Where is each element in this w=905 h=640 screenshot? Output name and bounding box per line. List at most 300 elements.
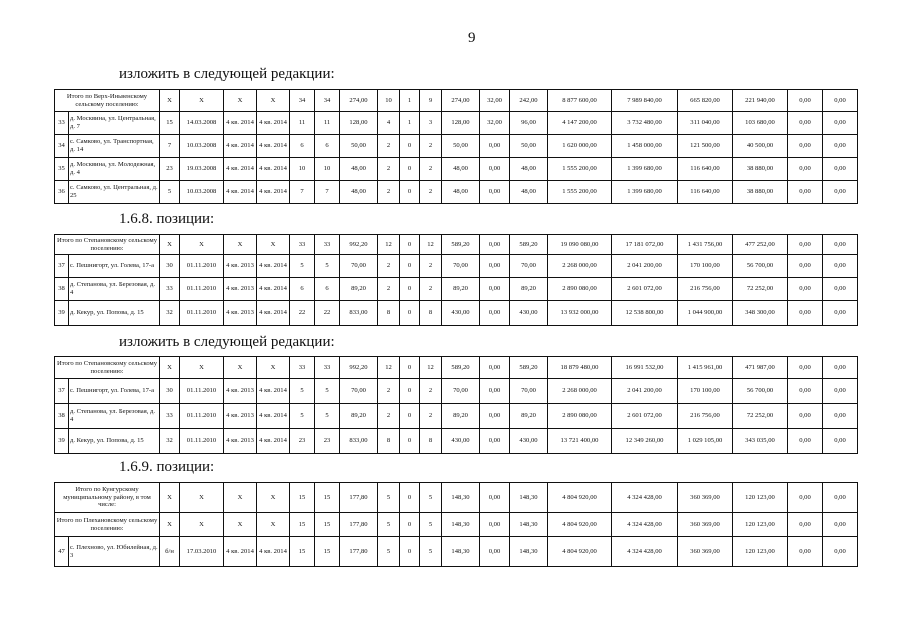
table-cell: 4 кв. 2014 — [224, 181, 257, 204]
table-cell: 1 555 200,00 — [548, 181, 612, 204]
table-cell: 01.11.2010 — [180, 404, 224, 429]
table-cell: 2 — [420, 278, 442, 301]
table-cell: 32 — [160, 429, 180, 454]
table-cell: 148,30 — [510, 483, 548, 513]
table-cell: 0,00 — [823, 112, 858, 135]
table-cell: 4 804 920,00 — [548, 513, 612, 537]
table-cell: 30 — [160, 255, 180, 278]
table-row — [55, 255, 858, 278]
table-cell: 3 732 480,00 — [612, 112, 678, 135]
table-cell: 4 кв. 2014 — [257, 537, 290, 567]
table-cell: 40 500,00 — [733, 135, 788, 158]
table-cell: 12 349 260,00 — [612, 429, 678, 454]
table-cell: 430,00 — [442, 429, 480, 454]
table-cell: 274,00 — [340, 90, 378, 112]
table-cell: X — [224, 235, 257, 255]
table-cell: 12 — [378, 235, 400, 255]
table-cell: X — [224, 483, 257, 513]
section-heading: изложить в следующей редакции: — [119, 334, 335, 350]
table-cell: 72 252,00 — [733, 404, 788, 429]
table-cell: 32 — [160, 301, 180, 326]
table-cell: 0,00 — [823, 235, 858, 255]
table-cell: 10.03.2008 — [180, 135, 224, 158]
table-cell: 7 — [290, 181, 315, 204]
table-row — [55, 181, 858, 204]
table-cell: 120 123,00 — [733, 537, 788, 567]
table-row — [55, 112, 858, 135]
table-cell: 19 090 080,00 — [548, 235, 612, 255]
table-cell: 70,00 — [442, 255, 480, 278]
table-cell: 0,00 — [480, 429, 510, 454]
table-cell: 1 620 000,00 — [548, 135, 612, 158]
table-cell: 360 369,00 — [678, 537, 733, 567]
table-cell: 0 — [400, 404, 420, 429]
table-cell: 1 415 961,00 — [678, 357, 733, 379]
table-cell: 0 — [400, 379, 420, 404]
table-cell: 2 041 200,00 — [612, 255, 678, 278]
table-cell: 2 — [420, 158, 442, 181]
table-cell: 15 — [160, 112, 180, 135]
table-cell: 120 123,00 — [733, 483, 788, 513]
table-row — [55, 513, 858, 537]
table-cell: 4 кв. 2014 — [257, 404, 290, 429]
table-cell: 0,00 — [788, 278, 823, 301]
table-cell: X — [257, 235, 290, 255]
table-cell: 0,00 — [823, 301, 858, 326]
row-number: 37 — [55, 255, 69, 278]
table-cell: X — [257, 357, 290, 379]
table-cell: 6 — [290, 278, 315, 301]
table-cell: 0,00 — [788, 483, 823, 513]
table-cell: 0 — [400, 235, 420, 255]
table-cell: 148,30 — [442, 483, 480, 513]
table-cell: 0,00 — [823, 404, 858, 429]
table-cell: 72 252,00 — [733, 278, 788, 301]
table-cell: 2 — [420, 255, 442, 278]
table-cell: 1 — [400, 90, 420, 112]
table-cell: 0,00 — [788, 181, 823, 204]
table-cell: 1 555 200,00 — [548, 158, 612, 181]
table-cell: 4 кв. 2013 — [224, 278, 257, 301]
table-cell: 3 — [420, 112, 442, 135]
table-cell: 2 — [420, 135, 442, 158]
table-cell: 5 — [378, 537, 400, 567]
table-cell: 89,20 — [340, 404, 378, 429]
row-number: 39 — [55, 301, 69, 326]
table-cell: 5 — [378, 483, 400, 513]
table-cell: 2 — [378, 181, 400, 204]
table-cell: 4 147 200,00 — [548, 112, 612, 135]
housing-table — [54, 482, 858, 567]
table-cell: 0,00 — [823, 357, 858, 379]
table-cell: 0,00 — [788, 90, 823, 112]
table-cell: 4 кв. 2014 — [257, 135, 290, 158]
table-cell: 48,00 — [510, 158, 548, 181]
table-cell: 0,00 — [823, 90, 858, 112]
table-row — [55, 235, 858, 255]
table-row — [55, 379, 858, 404]
table-cell: 665 820,00 — [678, 90, 733, 112]
table-cell: 4 — [378, 112, 400, 135]
row-number: 39 — [55, 429, 69, 454]
page-number: 9 — [468, 30, 476, 46]
table-row — [55, 90, 858, 112]
table-cell: 10.03.2008 — [180, 181, 224, 204]
table-cell: X — [180, 235, 224, 255]
row-number: 47 — [55, 537, 69, 567]
table-cell: 9 — [420, 90, 442, 112]
table-cell: 116 640,00 — [678, 158, 733, 181]
table-cell: 89,20 — [510, 278, 548, 301]
table-cell: 12 — [420, 235, 442, 255]
table-cell: 5 — [378, 513, 400, 537]
table-cell: 0 — [400, 158, 420, 181]
row-number: 35 — [55, 158, 69, 181]
table-cell: 89,20 — [340, 278, 378, 301]
table-cell: 4 кв. 2013 — [224, 404, 257, 429]
table-cell: 0,00 — [480, 235, 510, 255]
table-cell: 2 — [378, 278, 400, 301]
table-cell: 216 756,00 — [678, 278, 733, 301]
address-cell: с. Самково, ул. Центральная, д. 25 — [69, 181, 160, 204]
table-cell: 242,00 — [510, 90, 548, 112]
table-cell: 0 — [400, 537, 420, 567]
table-cell: 2 — [378, 379, 400, 404]
table-cell: 0,00 — [480, 301, 510, 326]
table-cell: 2 — [420, 404, 442, 429]
section-heading: изложить в следующей редакции: — [119, 66, 335, 82]
table-cell: 216 756,00 — [678, 404, 733, 429]
table-cell: 0,00 — [823, 429, 858, 454]
table-cell: 0 — [400, 357, 420, 379]
table-cell: 4 кв. 2014 — [224, 537, 257, 567]
table-cell: 430,00 — [442, 301, 480, 326]
table-cell: 70,00 — [340, 379, 378, 404]
address-cell: д. Кекур, ул. Попова, д. 15 — [69, 429, 160, 454]
table-cell: 177,80 — [340, 537, 378, 567]
table-cell: 4 324 428,00 — [612, 483, 678, 513]
table-cell: 120 123,00 — [733, 513, 788, 537]
table-cell: 48,00 — [442, 181, 480, 204]
table-row — [55, 135, 858, 158]
table-cell: 4 кв. 2013 — [224, 429, 257, 454]
address-cell: д. Степанова, ул. Березовая, д. 4 — [69, 404, 160, 429]
table-cell: 5 — [420, 537, 442, 567]
table-row — [55, 158, 858, 181]
table-row — [55, 483, 858, 513]
table-cell: X — [180, 483, 224, 513]
table-cell: 116 640,00 — [678, 181, 733, 204]
table-cell: 148,30 — [442, 537, 480, 567]
table-cell: 1 399 680,00 — [612, 181, 678, 204]
table-cell: 0,00 — [480, 158, 510, 181]
table-cell: 0 — [400, 255, 420, 278]
table-cell: 18 879 480,00 — [548, 357, 612, 379]
table-cell: 0,00 — [480, 404, 510, 429]
table-cell: 4 804 920,00 — [548, 483, 612, 513]
table-row — [55, 537, 858, 567]
table-cell: 23 — [315, 429, 340, 454]
table-cell: 23 — [160, 158, 180, 181]
table-cell: 121 500,00 — [678, 135, 733, 158]
table-cell: 0,00 — [480, 181, 510, 204]
table-cell: 4 кв. 2014 — [257, 158, 290, 181]
table-cell: 148,30 — [442, 513, 480, 537]
table-cell: 0 — [400, 278, 420, 301]
table-cell: 177,80 — [340, 513, 378, 537]
subtotal-label: Итого по Степановскому сельскому поселению: — [55, 235, 160, 255]
table-cell: 33 — [160, 278, 180, 301]
table-cell: 01.11.2010 — [180, 429, 224, 454]
table-cell: X — [257, 90, 290, 112]
table-row — [55, 429, 858, 454]
table-cell: X — [160, 513, 180, 537]
table-cell: 34 — [290, 90, 315, 112]
table-cell: 1 431 756,00 — [678, 235, 733, 255]
table-cell: 38 880,00 — [733, 158, 788, 181]
table-cell: 16 991 532,00 — [612, 357, 678, 379]
table-cell: 589,20 — [510, 235, 548, 255]
address-cell: д. Москвина, ул. Молодежная, д. 4 — [69, 158, 160, 181]
address-cell: д. Степанова, ул. Березовая, д. 4 — [69, 278, 160, 301]
housing-table — [54, 356, 858, 454]
table-cell: 14.03.2008 — [180, 112, 224, 135]
table-cell: 4 кв. 2014 — [257, 301, 290, 326]
table-cell: 0,00 — [823, 181, 858, 204]
table-cell: 32,00 — [480, 90, 510, 112]
table-cell: 10 — [315, 158, 340, 181]
table-cell: 0,00 — [480, 537, 510, 567]
table-cell: 0 — [400, 429, 420, 454]
table-cell: 2 890 080,00 — [548, 278, 612, 301]
table-cell: 0,00 — [480, 278, 510, 301]
table-cell: 11 — [315, 112, 340, 135]
table-cell: 15 — [315, 513, 340, 537]
table-cell: 2 041 200,00 — [612, 379, 678, 404]
table-cell: 0,00 — [788, 513, 823, 537]
table-cell: 471 987,00 — [733, 357, 788, 379]
subtotal-label: Итого по Верх-Иньвенскому сельскому поселению: — [55, 90, 160, 112]
table-cell: 0,00 — [480, 135, 510, 158]
table-cell: 103 680,00 — [733, 112, 788, 135]
table-cell: 5 — [290, 255, 315, 278]
table-cell: X — [224, 513, 257, 537]
row-number: 36 — [55, 181, 69, 204]
table-cell: 2 — [378, 135, 400, 158]
subtotal-label: Итого по Степановскому сельскому поселению: — [55, 357, 160, 379]
table-cell: 128,00 — [340, 112, 378, 135]
table-cell: 0,00 — [480, 483, 510, 513]
table-cell: X — [257, 483, 290, 513]
table-cell: X — [160, 90, 180, 112]
row-number: 38 — [55, 278, 69, 301]
table-cell: 70,00 — [340, 255, 378, 278]
table-cell: 0,00 — [788, 235, 823, 255]
table-cell: 0,00 — [823, 278, 858, 301]
table-cell: 170 100,00 — [678, 255, 733, 278]
table-cell: 7 — [315, 181, 340, 204]
table-cell: 1 044 900,00 — [678, 301, 733, 326]
table-cell: 19.03.2008 — [180, 158, 224, 181]
table-cell: 5 — [420, 513, 442, 537]
table-cell: 70,00 — [510, 255, 548, 278]
table-cell: 48,00 — [510, 181, 548, 204]
table-cell: 4 324 428,00 — [612, 513, 678, 537]
row-number: 33 — [55, 112, 69, 135]
table-cell: 0,00 — [823, 513, 858, 537]
table-cell: X — [180, 357, 224, 379]
table-cell: 0,00 — [788, 357, 823, 379]
table-cell: 2 — [378, 255, 400, 278]
table-cell: 0,00 — [788, 301, 823, 326]
table-cell: 0,00 — [788, 158, 823, 181]
table-cell: 12 — [378, 357, 400, 379]
subtotal-label: Итого по Кунгурскому муниципальному району, в том числе: — [55, 483, 160, 513]
table-cell: 0,00 — [823, 255, 858, 278]
table-cell: 4 324 428,00 — [612, 537, 678, 567]
table-cell: 833,00 — [340, 429, 378, 454]
table-cell: 148,30 — [510, 513, 548, 537]
table-cell: 0 — [400, 483, 420, 513]
table-cell: 34 — [315, 90, 340, 112]
table-cell: 32,00 — [480, 112, 510, 135]
table-cell: б/н — [160, 537, 180, 567]
table-cell: 33 — [290, 235, 315, 255]
table-cell: 50,00 — [442, 135, 480, 158]
table-cell: 0,00 — [823, 135, 858, 158]
housing-table — [54, 234, 858, 326]
table-cell: 430,00 — [510, 429, 548, 454]
table-cell: 8 — [378, 301, 400, 326]
table-cell: 0,00 — [823, 483, 858, 513]
table-cell: 1 399 680,00 — [612, 158, 678, 181]
address-cell: с. Пешнигорт, ул. Голева, 17-а — [69, 379, 160, 404]
table-cell: 33 — [160, 404, 180, 429]
table-cell: 4 кв. 2013 — [224, 255, 257, 278]
table-cell: 5 — [290, 404, 315, 429]
table-cell: 128,00 — [442, 112, 480, 135]
table-cell: 56 700,00 — [733, 379, 788, 404]
table-cell: 4 кв. 2014 — [257, 278, 290, 301]
table-cell: 5 — [160, 181, 180, 204]
table-cell: 0,00 — [823, 537, 858, 567]
table-cell: 0,00 — [788, 255, 823, 278]
table-cell: 0 — [400, 513, 420, 537]
subtotal-label: Итого по Плехановскому сельскому поселению: — [55, 513, 160, 537]
table-cell: 15 — [315, 537, 340, 567]
table-cell: X — [180, 513, 224, 537]
section-heading: 1.6.8. позиции: — [119, 211, 215, 227]
table-cell: X — [180, 90, 224, 112]
table-cell: 89,20 — [442, 278, 480, 301]
table-cell: 589,20 — [442, 357, 480, 379]
table-cell: 48,00 — [340, 158, 378, 181]
table-cell: X — [160, 357, 180, 379]
table-cell: 10 — [290, 158, 315, 181]
table-cell: 15 — [290, 537, 315, 567]
table-cell: X — [224, 357, 257, 379]
table-cell: 56 700,00 — [733, 255, 788, 278]
table-cell: 992,20 — [340, 357, 378, 379]
table-cell: 4 кв. 2014 — [224, 112, 257, 135]
table-cell: 89,20 — [442, 404, 480, 429]
table-cell: 360 369,00 — [678, 513, 733, 537]
address-cell: с. Плехново, ул. Юбилейная, д. 3 — [69, 537, 160, 567]
table-cell: 0,00 — [788, 112, 823, 135]
table-cell: 0,00 — [823, 379, 858, 404]
section-heading: 1.6.9. позиции: — [119, 459, 215, 475]
table-cell: X — [160, 235, 180, 255]
table-cell: 343 035,00 — [733, 429, 788, 454]
table-cell: 01.11.2010 — [180, 301, 224, 326]
table-cell: 8 — [420, 301, 442, 326]
table-row — [55, 278, 858, 301]
table-cell: 2 601 072,00 — [612, 278, 678, 301]
row-number: 37 — [55, 379, 69, 404]
table-cell: 48,00 — [340, 181, 378, 204]
table-cell: 4 кв. 2014 — [257, 379, 290, 404]
table-cell: 33 — [290, 357, 315, 379]
table-cell: 2 268 000,00 — [548, 255, 612, 278]
table-cell: 274,00 — [442, 90, 480, 112]
table-cell: 348 300,00 — [733, 301, 788, 326]
table-cell: 4 кв. 2014 — [257, 112, 290, 135]
table-cell: 5 — [315, 255, 340, 278]
table-cell: 38 880,00 — [733, 181, 788, 204]
table-cell: 311 040,00 — [678, 112, 733, 135]
table-cell: 23 — [290, 429, 315, 454]
table-cell: 5 — [315, 379, 340, 404]
table-cell: 4 кв. 2014 — [257, 429, 290, 454]
table-cell: 01.11.2010 — [180, 379, 224, 404]
table-row — [55, 404, 858, 429]
table-cell: 5 — [420, 483, 442, 513]
table-cell: 96,00 — [510, 112, 548, 135]
table-cell: 6 — [315, 135, 340, 158]
row-number: 38 — [55, 404, 69, 429]
table-cell: X — [224, 90, 257, 112]
table-cell: 2 890 080,00 — [548, 404, 612, 429]
table-cell: 0,00 — [823, 158, 858, 181]
table-cell: 50,00 — [340, 135, 378, 158]
table-cell: 4 кв. 2014 — [224, 135, 257, 158]
table-cell: 148,30 — [510, 537, 548, 567]
table-cell: 15 — [290, 513, 315, 537]
address-cell: с. Пешнигорт, ул. Голева, 17-а — [69, 255, 160, 278]
table-cell: 833,00 — [340, 301, 378, 326]
table-cell: 2 268 000,00 — [548, 379, 612, 404]
table-cell: 0 — [400, 135, 420, 158]
table-cell: 170 100,00 — [678, 379, 733, 404]
table-cell: 01.11.2010 — [180, 255, 224, 278]
table-cell: 22 — [290, 301, 315, 326]
table-cell: 6 — [290, 135, 315, 158]
address-cell: д. Кекур, ул. Попова, д. 15 — [69, 301, 160, 326]
table-cell: 360 369,00 — [678, 483, 733, 513]
table-cell: 177,80 — [340, 483, 378, 513]
table-cell: 4 кв. 2013 — [224, 301, 257, 326]
table-cell: 22 — [315, 301, 340, 326]
table-cell: 17.03.2010 — [180, 537, 224, 567]
table-cell: 01.11.2010 — [180, 278, 224, 301]
table-cell: 8 — [378, 429, 400, 454]
table-cell: 7 — [160, 135, 180, 158]
table-cell: 2 601 072,00 — [612, 404, 678, 429]
table-row — [55, 301, 858, 326]
table-cell: 0,00 — [788, 404, 823, 429]
table-cell: 0,00 — [480, 357, 510, 379]
table-cell: 10 — [378, 90, 400, 112]
